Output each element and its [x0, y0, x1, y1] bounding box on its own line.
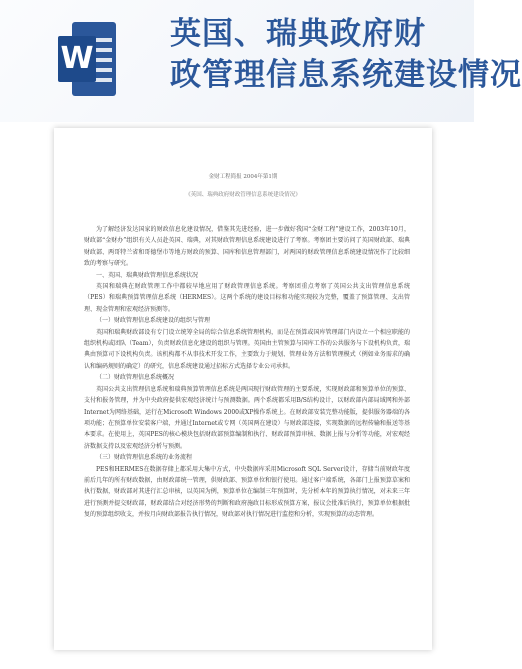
paragraph-intro: 为了解经济发达国家的财政信息化建设情况，借鉴其先进经验，进一步做好我国“金财工程”建设工作，2003年10月，财政部“金财办”组织有关人员赴英国、瑞典，对其财政管理信息系统建设进行了考察。考察团主要访问了英国财政部、瑞典财政部、两哥特兰省和哥德堡市等地方财政的预算、国库和信息管理部门，对两国的财政管理信息系统建设情况作了比较细致的考察与研究。: [84, 226, 410, 268]
word-letter-badge: W: [58, 36, 96, 82]
page-line: [94, 58, 112, 62]
article-subtitle: 《英国、瑞典政府财政管理信息系统建设情况》: [185, 192, 301, 198]
document-title: [170, 14, 522, 96]
journal-meta: 金财工程简报 2004年第1期: [208, 174, 278, 180]
paragraph: PES和HERMES在数据存储上都采用大集中方式，中央数据库采用Microsoft SQL Server设计，存储当前财政年度前后几年的所有财政数据，由财政部统一管理，供财政部、预算单位和银行使用。通过客户端系统，各部门上报预算草案和执行数据，财政部对其进行汇总审核，以英国为例，预算单位在编制三年预算时，先分析本年的预算执行情况，对未来三年进行预测并提交财政部，财政部结合对经济形势的判断和政府施政目标形成预算方案，报议会批准后执行，预算单位根据批复的预算组织收支，并按月向财政部报告执行情况，财政部对执行情况进行监控和分析，实现预算的动态管理。: [84, 465, 410, 519]
page-line: [94, 68, 112, 72]
word-icon: [58, 22, 116, 96]
header-banner: [0, 0, 522, 122]
page-line: [94, 48, 112, 52]
subsection-heading-1: （一）财政管理信息系统建设的组织与管理: [96, 317, 211, 325]
page-line: [94, 78, 112, 82]
article-body: [84, 224, 410, 521]
paragraph: 英国公共支出管理信息系统和瑞典预算管理信息系统是两国现行财政管理的主要系统，实现财政部和预算单位的预算、支付和报务管理，并为中央政府提供宏观经济统计与预测数据。两个系统都采用B/S结构设计，以财政部内部局域网和外部Internet为网络基础，运行在Microsoft Windows 2000或XP操作系统上。在财政部安装完整功能版，提供服务器端的各项功能；在预算单位安装客户端，并通过Internet或专网（英国两在建设）与财政部连接，实现数据的远程传输和报送等基本要求。在使用上，英国PES的核心模块包括财政部预算编制和执行、财政部预算审核、数据上报与分析等功能，对宏观经济数据支持以及宏观经济分析与预测。: [84, 385, 410, 450]
page-line: [94, 38, 112, 42]
subsection-heading-2: （二）财政管理信息系统概况: [96, 374, 175, 382]
paragraph: 英国和瑞典财政部设有专门设立统筹全局的综合信息系统管理机构，而是在预算或国库管理部门内设立一个相应职能的组织机构或团队（Team），负责财政信息化建设的组织与管理。英国由主管预算与国库工作的公共服务与下设机构负责，瑞典由预算司下设机构负责。该机构都不从事技术开发工作，主要致力于规划、管理业务方法和管理模式（例如业务需求的确认和编码规则的确定）的研究，信息系统建设通过招标方式选择专业公司承担。: [84, 328, 410, 370]
section-heading-1: 一、英国、瑞典财政管理信息系统状况: [96, 271, 199, 279]
paragraph: 英国和瑞典在财政管理工作中都较早地应用了财政管理信息系统。考察团重点考察了英国公共支出管理信息系统（PES）和瑞典预算管理信息系统（HERMES）。这两个系统的建设目标和功能实现较为完整，覆盖了预算管理、支出管理、现金管理和宏观经济预测等。: [84, 283, 410, 313]
document-page: [54, 128, 432, 650]
title-line-1: 英国、瑞典政府财: [170, 16, 426, 52]
subsection-heading-3: （三）财政管理信息系统的业务流程: [96, 454, 193, 462]
title-line-2: 政管理信息系统建设情况: [170, 57, 522, 93]
